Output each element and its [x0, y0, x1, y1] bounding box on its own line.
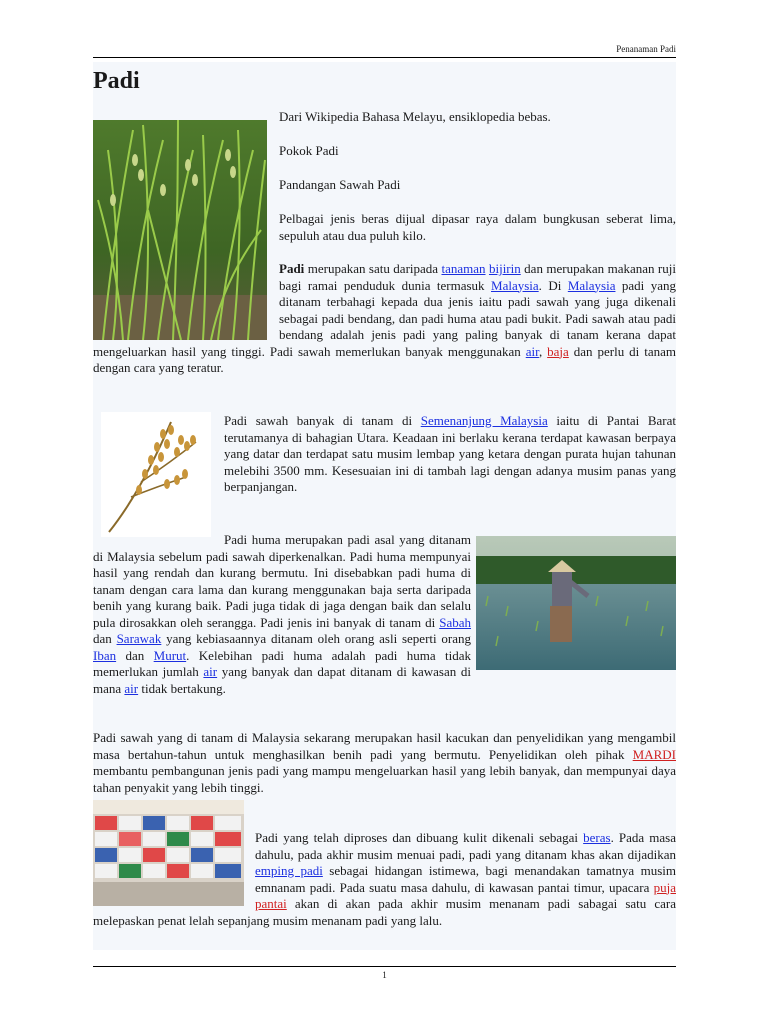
paragraph-padi-definition — [93, 261, 676, 377]
text: iaitu di Pantai Barat terutamanya di bahagian Utara. Keadaan ini berlaku kerana terdapat kawasan berpaya yang datar dan terdapat satu musim lembap yang ketara dengan purata hujan tahunan melebihi 3500 mm. Kesesuaian ini di tambah lagi dengan adanya musim panas yang berpanjangan. — [224, 413, 676, 494]
paragraph-padi-sawah — [224, 413, 676, 496]
text: yang banyak dan dapat ditanam di kawasan di mana — [93, 664, 471, 696]
text: dan — [116, 647, 154, 663]
link-iban[interactable]: Iban — [93, 647, 117, 663]
term-padi: Padi — [279, 261, 305, 276]
link-malaysia[interactable]: Malaysia — [491, 277, 539, 293]
text: yang kebiasaannya ditanam oleh orang asli seperti orang — [161, 631, 472, 646]
header-title: Penanaman Padi — [616, 44, 676, 54]
paragraph-padi-huma — [93, 532, 676, 697]
paragraph-beras — [93, 830, 676, 929]
text: dan perlu di tanam dengan cara yang teratur. — [93, 343, 676, 375]
source-line: Dari Wikipedia Bahasa Melayu, ensiklopedia bebas. — [279, 109, 551, 124]
link-puja-pantai[interactable]: puja pantai — [255, 879, 676, 911]
document-body — [93, 62, 676, 950]
link-tanaman[interactable]: tanaman — [441, 261, 486, 276]
text: dan merupakan makanan ruji bagi ramai penduduk dunia termasuk — [279, 261, 676, 293]
link-baja[interactable]: baja — [547, 343, 569, 359]
link-semenanjung-malaysia[interactable]: Semenanjung Malaysia — [420, 413, 548, 428]
link-beras[interactable]: beras — [583, 830, 611, 845]
text: tidak bertakung. — [138, 680, 226, 696]
link-air-2[interactable]: air — [203, 664, 218, 679]
text: Padi huma merupakan padi asal yang ditanam di Malaysia sebelum padi sawah diperkenalkan. Padi huma mempunyai hasil yang rendah dan kurang bermutu. Ini disebabkan padi huma di tanam dengan cara lama dan kurang menggunakan baja serta daripada benih yang kurang baik. Padi juga tidak di jaga dengan baik dan selalu pula dirosakkan oleh serangga. Padi jenis ini banyak di tanam di — [93, 532, 471, 630]
text: sebagai hidangan istimewa, bagi menandakan tamatnya musim emnanam padi. Pada suatu masa dahulu, di kawasan pantai timur, upacara — [255, 863, 676, 895]
text: Padi yang telah diproses dan dibuang kulit dikenali sebagai — [255, 830, 584, 845]
link-emping-padi[interactable]: emping padi — [255, 863, 323, 878]
page-number: 1 — [382, 970, 387, 980]
text: padi yang ditanam terbahagi kepada dua jenis iaitu padi sawah yang juga dikenali sebagai padi bendang, dan padi huma atau padi bukit. Padi sawah atau padi bendang adalah jenis padi yang paling banyak di tanam kerana dapat mengeluarkan hasil yang tinggi. Padi sawah memerlukan banyak menggunakan — [93, 277, 676, 359]
link-bijirin[interactable]: bijirin — [488, 261, 521, 276]
link-mardi[interactable]: MARDI — [632, 746, 676, 762]
rice-grain-stalk — [101, 412, 211, 537]
text: , — [538, 343, 548, 359]
page-header — [93, 44, 676, 58]
caption-sawah-padi: Pandangan Sawah Padi — [279, 177, 401, 192]
link-malaysia-2[interactable]: Malaysia — [567, 277, 616, 293]
page-footer — [93, 966, 676, 980]
text: . Kelebihan padi huma adalah padi huma tidak memerlukan jumlah — [93, 647, 471, 679]
link-air-3[interactable]: air — [124, 680, 139, 696]
link-air[interactable]: air — [525, 343, 539, 359]
text: dan — [93, 631, 117, 646]
text: . Pada masa dahulu, pada akhir musim menuai padi, padi yang ditanam khas akan dijadikan — [255, 830, 676, 862]
link-murut[interactable]: Murut — [153, 647, 187, 663]
link-sabah[interactable]: Sabah — [439, 614, 471, 630]
text: Padi sawah yang di tanam di Malaysia sekarang merupakan hasil kacukan dan penyelidikan yang mengambil masa bertahun-tahun untuk menghasilkan benih padi yang bermutu. Penyelidikan oleh pihak — [93, 730, 676, 762]
link-sarawak[interactable]: Sarawak — [116, 631, 162, 646]
text: merupakan satu daripada — [304, 261, 442, 276]
text: akan di akan pada akhir musim menanam padi sabagai satu cara melepaskan penat lelah sepanjang musim menanam padi yang lalu. — [93, 896, 676, 928]
paragraph-mardi — [93, 730, 676, 796]
page-title: Padi — [93, 68, 140, 94]
rice-sales-note: Pelbagai jenis beras dijual dipasar raya dalam bungkusan seberat lima, sepuluh atau dua puluh kilo. — [279, 211, 676, 243]
text: . Di — [538, 277, 568, 293]
text: Padi sawah banyak di tanam di — [224, 413, 421, 428]
caption-pokok-padi: Pokok Padi — [279, 143, 339, 158]
text: membantu pembangunan jenis padi yang mampu mengeluarkan hasil yang lebih banyak, dan mempunyai daya tahan penyakit yang lebih tinggi. — [93, 763, 676, 795]
